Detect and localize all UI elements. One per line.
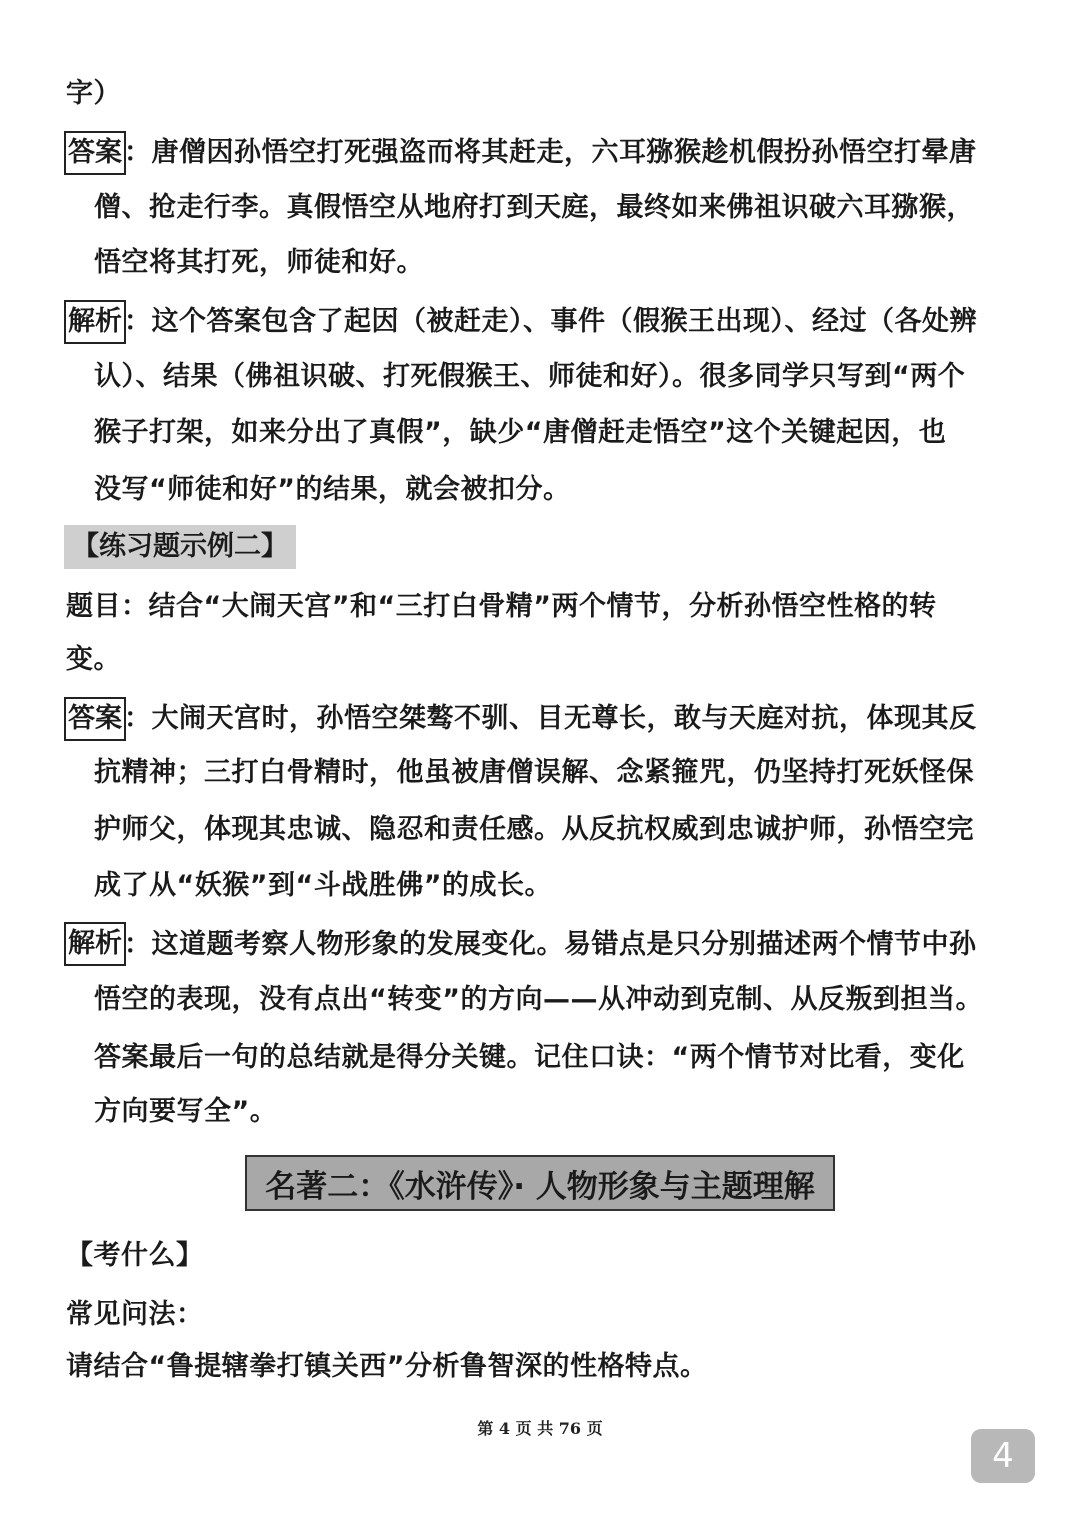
text-line: 字） bbox=[66, 78, 121, 109]
exercise-heading: 【练习题示例二】 bbox=[64, 525, 296, 569]
text-line: 请结合“鲁提辖拳打镇关西”分析鲁智深的性格特点。 bbox=[66, 1351, 708, 1382]
text-line: 认）、结果（佛祖识破、打死假猴王、师徒和好）。很多同学只写到“两个 bbox=[94, 361, 966, 392]
analysis-label-box: 解析 bbox=[64, 922, 126, 966]
text-line: ：唐僧因孙悟空打死强盗而将其赶走，六耳猕猴趁机假扮孙悟空打晕唐 bbox=[124, 137, 977, 168]
text-line: 猴子打架，如来分出了真假”，缺少“唐僧赶走悟空”这个关键起因，也 bbox=[94, 417, 947, 448]
analysis-label-box: 解析 bbox=[64, 300, 126, 344]
text-line: 护师父，体现其忠诚、隐忍和责任感。从反抗权威到忠诚护师，孙悟空完 bbox=[94, 814, 974, 845]
text-line: 没写“师徒和好”的结果，就会被扣分。 bbox=[94, 474, 571, 505]
subheading: 【考什么】 bbox=[66, 1240, 204, 1271]
text-line: 答案最后一句的总结就是得分关键。记住口诀：“两个情节对比看，变化 bbox=[94, 1042, 965, 1073]
text-line: 悟空的表现，没有点出“转变”的方向——从冲动到克制、从反叛到担当。 bbox=[94, 984, 983, 1015]
text-line: 题目：结合“大闹天宫”和“三打白骨精”两个情节，分析孙悟空性格的转 bbox=[66, 591, 937, 622]
text-line: 僧、抢走行李。真假悟空从地府打到天庭，最终如来佛祖识破六耳猕猴， bbox=[94, 192, 974, 223]
section-title: 名著二：《水浒传》· 人物形象与主题理解 bbox=[245, 1155, 835, 1211]
answer-label-box: 答案 bbox=[64, 131, 126, 175]
text-line: 方向要写全”。 bbox=[94, 1096, 278, 1127]
text-line: 悟空将其打死，师徒和好。 bbox=[94, 247, 424, 278]
page-number-badge[interactable]: 4 bbox=[971, 1429, 1035, 1483]
page-footer: 第 4 页 共 76 页 bbox=[477, 1419, 603, 1438]
text-line: ：这个答案包含了起因（被赶走）、事件（假猴王出现）、经过（各处辨 bbox=[124, 306, 977, 337]
text-line: 成了从“妖猴”到“斗战胜佛”的成长。 bbox=[94, 870, 552, 901]
text-line: 抗精神；三打白骨精时，他虽被唐僧误解、念紧箍咒，仍坚持打死妖怪保 bbox=[94, 757, 974, 788]
text-line: ：这道题考察人物形象的发展变化。易错点是只分别描述两个情节中孙 bbox=[124, 929, 977, 960]
text-line: 变。 bbox=[66, 644, 121, 675]
text-line: ：大闹天宫时，孙悟空桀骜不驯、目无尊长，敢与天庭对抗，体现其反 bbox=[124, 703, 977, 734]
text-line: 常见问法： bbox=[66, 1299, 204, 1330]
answer-label-box: 答案 bbox=[64, 697, 126, 741]
